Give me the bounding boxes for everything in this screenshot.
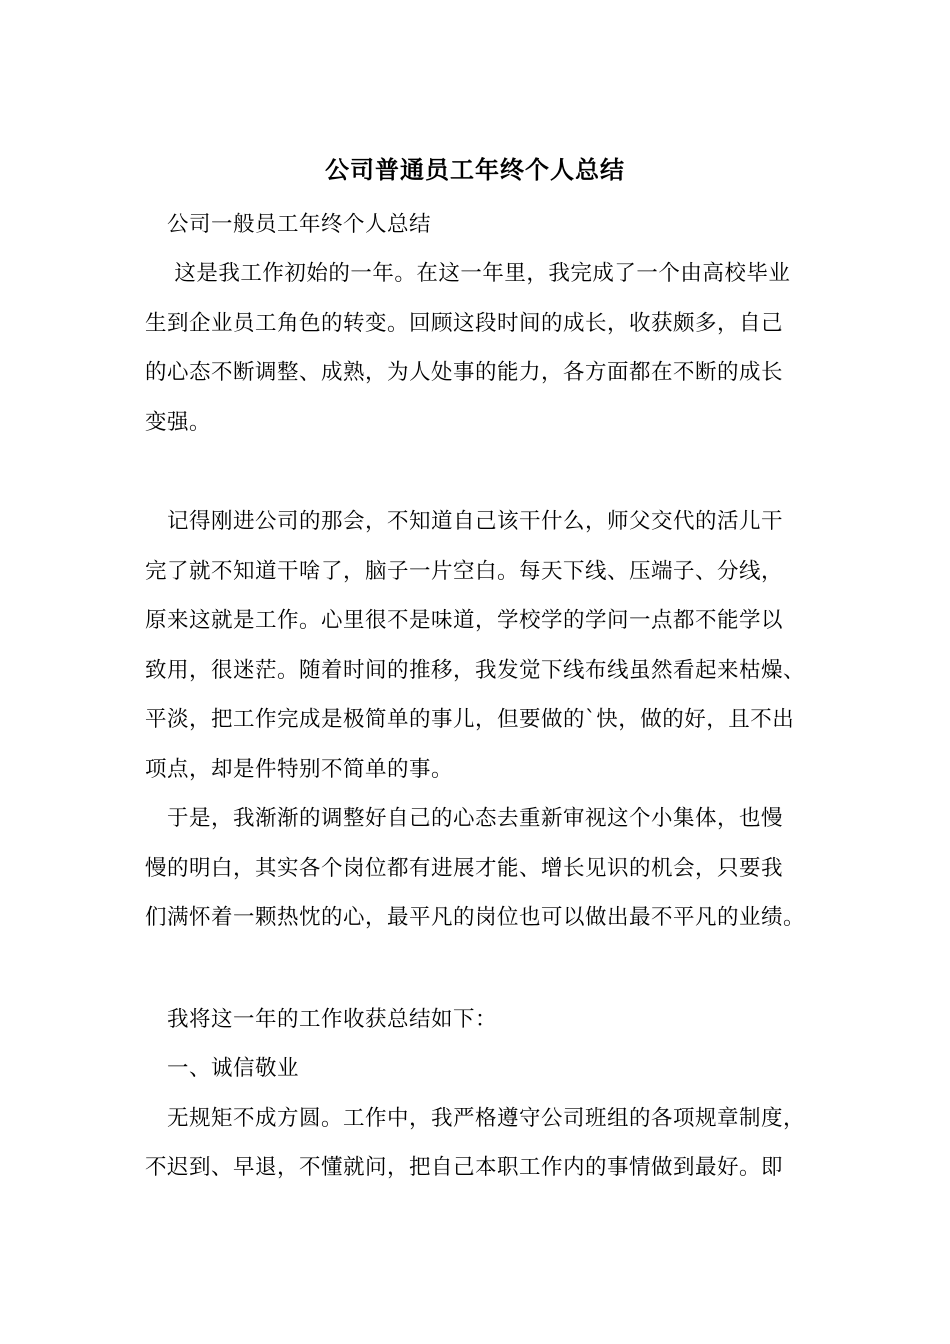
paragraph-line: 完了就不知道干啥了，脑子一片空白。每天下线、压端子、分线， (145, 559, 784, 584)
paragraph-line: 记得刚进公司的那会，不知道自己该干什么，师父交代的活儿干 (145, 509, 784, 534)
document-title: 公司普通员工年终个人总结 (325, 155, 625, 184)
paragraph-line: 平淡，把工作完成是极简单的事儿，但要做的`快，做的好，且不出 (145, 707, 795, 732)
paragraph-line: 生到企业员工角色的转变。回顾这段时间的成长，收获颇多，自己 (145, 311, 784, 336)
paragraph-line: 这是我工作初始的一年。在这一年里，我完成了一个由高校毕业 (145, 261, 791, 286)
section-heading: 一、诚信敬业 (145, 1056, 300, 1081)
paragraph-line: 的心态不断调整、成熟，为人处事的能力，各方面都在不断的成长 (145, 360, 784, 385)
paragraph-line: 慢的明白，其实各个岗位都有进展才能、增长见识的机会，只要我 (145, 856, 784, 881)
paragraph-line: 无规矩不成方圆。工作中，我严格遵守公司班组的各项规章制度， (145, 1106, 806, 1131)
paragraph-line: 公司一般员工年终个人总结 (145, 212, 432, 237)
paragraph-line: 致用，很迷茫。随着时间的推移，我发觉下线布线虽然看起来枯燥、 (145, 658, 806, 683)
paragraph-line: 项点，却是件特别不简单的事。 (145, 757, 454, 782)
paragraph-line: 于是，我渐渐的调整好自己的心态去重新审视这个小集体，也慢 (145, 806, 784, 831)
paragraph-line: 变强。 (145, 410, 212, 435)
paragraph-line: 我将这一年的工作收获总结如下： (145, 1007, 498, 1032)
paragraph-line: 不迟到、早退，不懂就问，把自己本职工作内的事情做到最好。即 (145, 1155, 784, 1180)
paragraph-line: 们满怀着一颗热忱的心，最平凡的岗位也可以做出最不平凡的业绩。 (145, 905, 806, 930)
paragraph-line: 原来这就是工作。心里很不是味道，学校学的学问一点都不能学以 (145, 608, 784, 633)
